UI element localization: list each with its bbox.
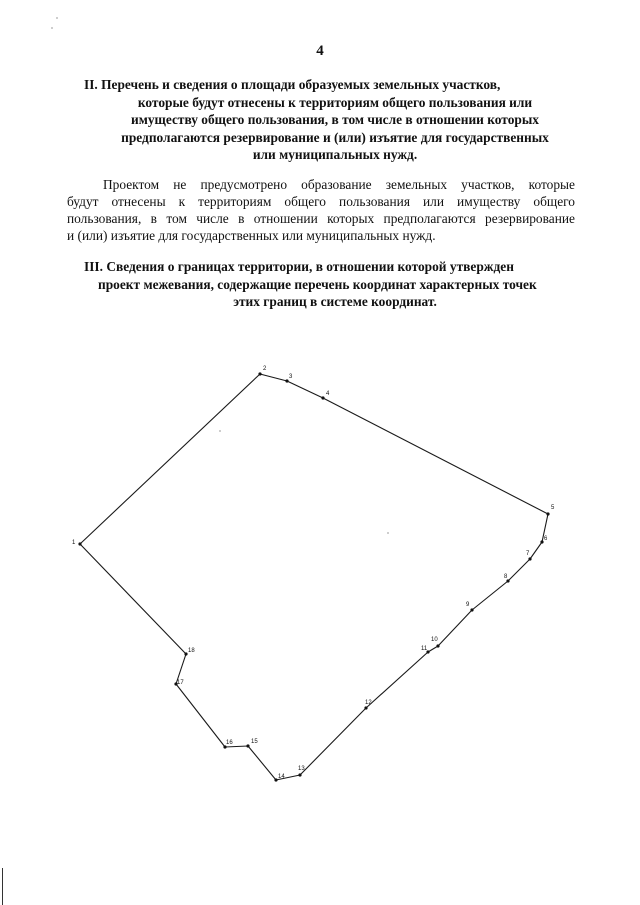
heading-line: проект межевания, содержащие перечень координат характерных точек: [98, 276, 537, 292]
heading-line: или муниципальных нужд.: [252, 147, 418, 162]
heading-line: II. Перечень и сведения о площади образуемых земельных участков,: [84, 77, 501, 92]
boundary-point-label: 4: [326, 391, 330, 397]
scan-speck: [219, 430, 220, 431]
boundary-point-label: 7: [526, 551, 530, 557]
scan-speck: [51, 27, 52, 28]
scan-edge-mark: [2, 868, 3, 905]
page-number: 4: [316, 43, 324, 59]
boundary-point-label: 8: [504, 574, 508, 580]
paragraph-line: будут отнесены к территориям общего пользования или имуществу общего: [67, 194, 575, 209]
boundary-point-marker: [246, 744, 249, 747]
boundary-point-marker: [470, 608, 473, 611]
boundary-point-marker: [298, 773, 301, 776]
heading-line: III. Сведения о границах территории, в отношении которой утвержден: [84, 259, 514, 274]
boundary-point-marker: [546, 512, 549, 515]
boundary-point-marker: [528, 557, 531, 560]
boundary-point-label: 5: [551, 505, 555, 511]
boundary-point-label: 14: [278, 774, 285, 780]
heading-line: имуществу общего пользования, в том числе в отношении которых: [131, 112, 539, 127]
paragraph-line: Проектом не предусмотрено образование земельных участков, которые: [103, 177, 575, 192]
boundary-point-label: 18: [188, 648, 195, 654]
boundary-point-marker: [258, 372, 261, 375]
boundary-point-label: 10: [431, 637, 438, 643]
boundary-point-label: 1: [72, 540, 76, 546]
boundary-point-marker: [78, 542, 81, 545]
boundary-point-marker: [436, 644, 439, 647]
boundary-point-label: 13: [298, 766, 305, 772]
boundary-point-marker: [364, 706, 367, 709]
boundary-point-label: 11: [421, 646, 428, 652]
boundary-point-label: 9: [466, 602, 470, 608]
scan-speck: [56, 17, 57, 18]
heading-line: предполагаются резервирование и (или) изъятие для государственных: [121, 129, 549, 145]
boundary-point-label: 17: [177, 680, 184, 686]
boundary-point-label: 2: [263, 366, 267, 372]
boundary-polygon: [80, 374, 548, 780]
boundary-point-label: 3: [289, 374, 293, 380]
boundary-point-label: 16: [226, 740, 233, 746]
boundary-point-label: 15: [251, 739, 258, 745]
boundary-point-label: 6: [544, 536, 548, 542]
scan-speck: [387, 532, 388, 533]
paragraph-line: пользования, в том числе в отношении которых предполагаются резервирование: [67, 211, 575, 226]
heading-line: этих границ в системе координат.: [233, 294, 437, 309]
heading-line: которые будут отнесены к территориям общего пользования или: [137, 94, 533, 110]
boundary-point-label: 12: [365, 700, 372, 706]
paragraph-line: и (или) изъятие для государственных или муниципальных нужд.: [67, 228, 436, 243]
boundary-point-marker: [321, 396, 324, 399]
